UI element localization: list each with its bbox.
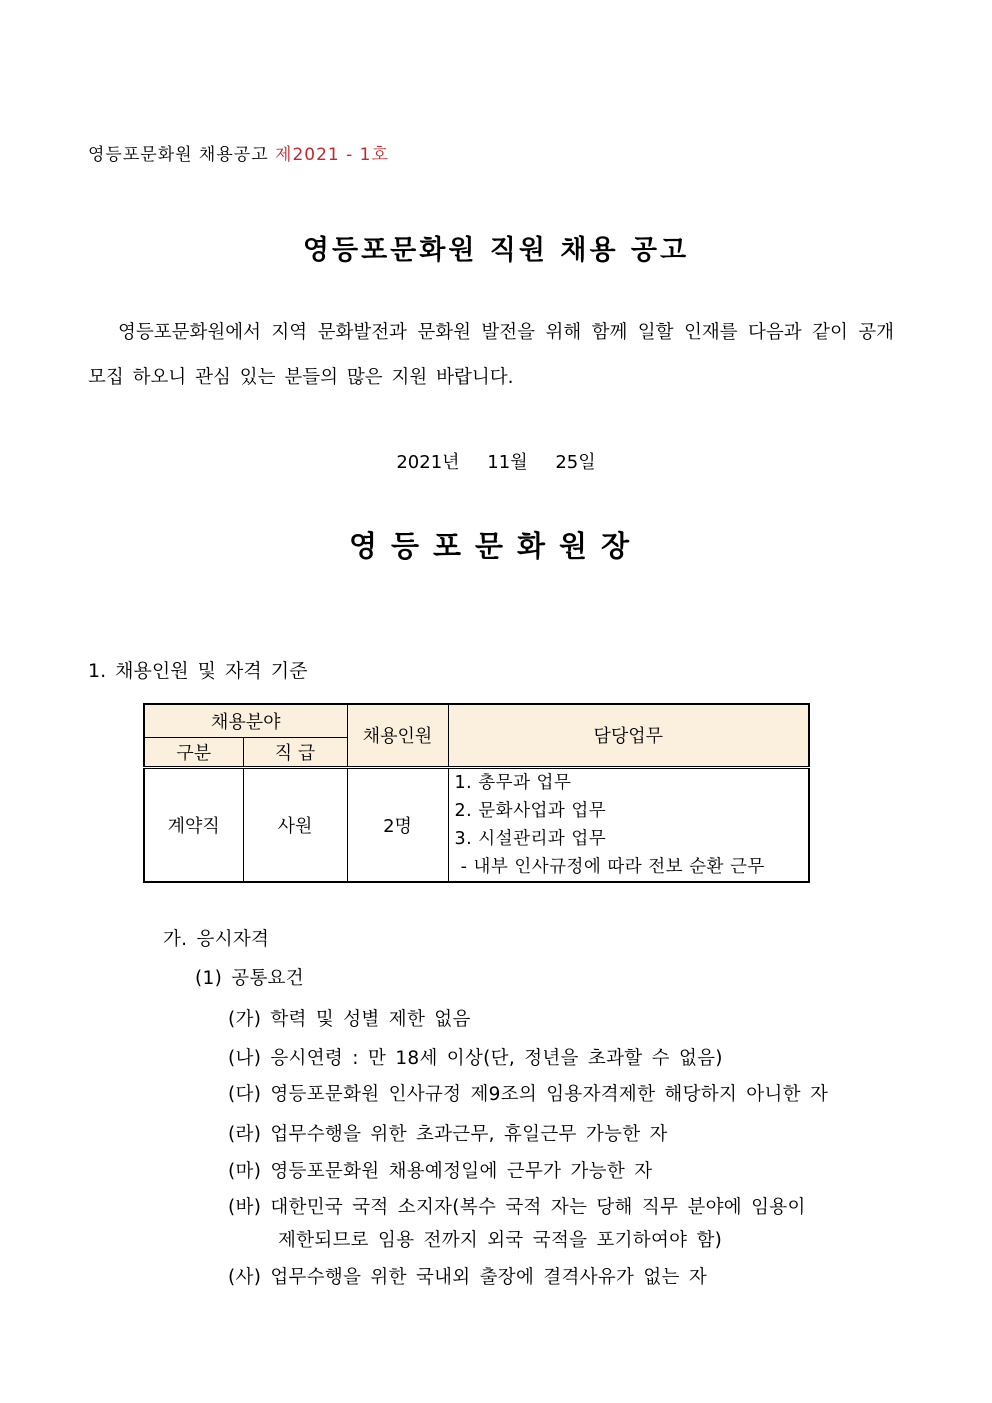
date-month: 11월 bbox=[487, 452, 528, 473]
intro-paragraph: 영등포문화원에서 지역 문화발전과 문화원 발전을 위해 함께 일할 인재를 다음과 같이 공개모집 하오니 관심 있는 분들의 많은 지원 바랍니다. bbox=[88, 322, 894, 388]
header-duties: 담당업무 bbox=[448, 704, 809, 767]
duty-item: 1. 총무과 업무 bbox=[454, 772, 572, 793]
requirement-item: (사) 업무수행을 위한 국내외 출장에 결격사유가 없는 자 bbox=[228, 1267, 708, 1288]
notice-label: 영등포문화원 채용공고 bbox=[88, 145, 269, 165]
issuer-name: 영등포문화원장 bbox=[348, 529, 644, 563]
cell-rank: 사원 bbox=[243, 767, 347, 882]
announcement-date bbox=[0, 448, 992, 474]
requirement-item-continuation: 제한되므로 임용 전까지 외국 국적을 포기하여야 함) bbox=[278, 1230, 723, 1251]
header-count: 채용인원 bbox=[347, 704, 448, 767]
recruitment-table bbox=[143, 703, 810, 883]
section-heading: 1. 채용인원 및 자격 기준 bbox=[88, 660, 308, 682]
date-day: 25일 bbox=[555, 452, 596, 473]
requirement-item: (나) 응시연령 : 만 18세 이상(단, 정년을 초과할 수 없음) bbox=[228, 1048, 723, 1069]
date-year: 2021년 bbox=[396, 452, 460, 473]
duty-item: 2. 문화사업과 업무 bbox=[454, 800, 607, 821]
common-requirements-heading: (1) 공통요건 bbox=[195, 968, 304, 989]
header-category: 구분 bbox=[144, 737, 243, 767]
qualification-heading: 가. 응시자격 bbox=[163, 929, 270, 950]
requirement-item: (다) 영등포문화원 인사규정 제9조의 임용자격제한 해당하지 아니한 자 bbox=[228, 1084, 829, 1105]
duty-item: 3. 시설관리과 업무 bbox=[454, 828, 607, 849]
header-rank: 직 급 bbox=[243, 737, 347, 767]
cell-count: 2명 bbox=[347, 767, 448, 882]
duty-item: - 내부 인사규정에 따라 전보 순환 근무 bbox=[454, 856, 765, 877]
header-field: 채용분야 bbox=[144, 704, 347, 737]
requirement-item: (가) 학력 및 성별 제한 없음 bbox=[228, 1009, 471, 1030]
notice-number-line bbox=[88, 140, 389, 165]
requirement-item: (바) 대한민국 국적 소지자(복수 국적 자는 당해 직무 분야에 임용이 bbox=[228, 1197, 806, 1218]
page-title: 영등포문화원 직원 채용 공고 bbox=[302, 235, 690, 266]
requirement-item: (마) 영등포문화원 채용예정일에 근무가 가능한 자 bbox=[228, 1161, 653, 1182]
cell-duties bbox=[448, 767, 809, 882]
requirement-item: (라) 업무수행을 위한 초과근무, 휴일근무 가능한 자 bbox=[228, 1124, 668, 1145]
cell-category: 계약직 bbox=[144, 767, 243, 882]
notice-number: 제2021 - 1호 bbox=[275, 145, 389, 165]
